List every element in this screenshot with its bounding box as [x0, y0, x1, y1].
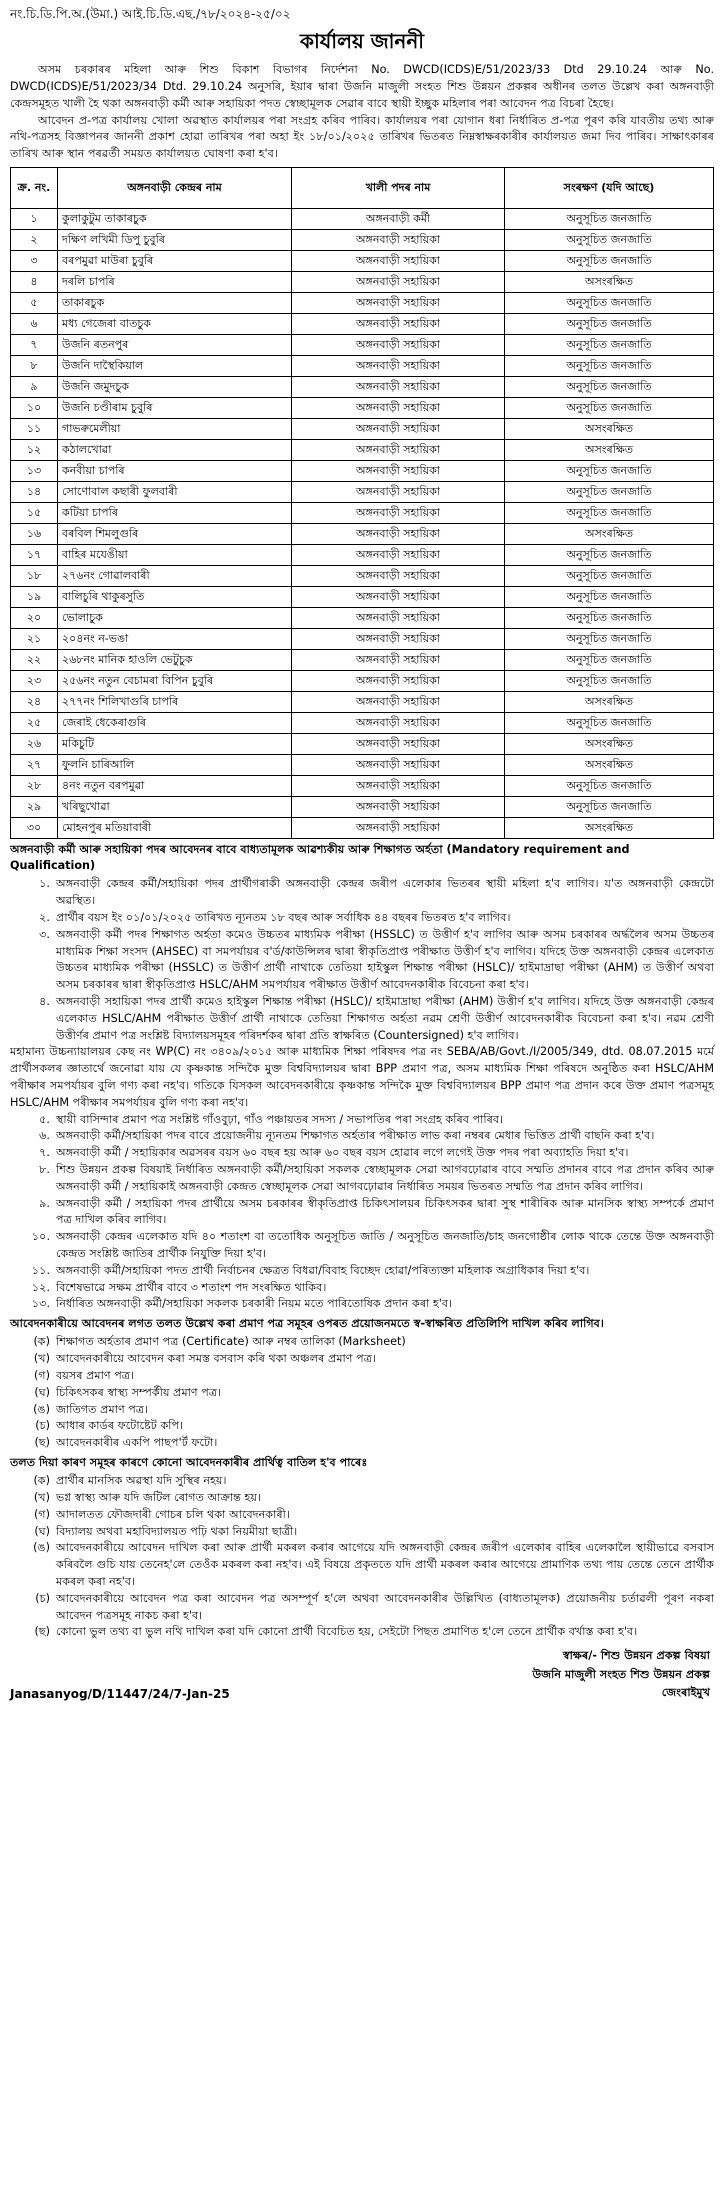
rejection-list — [10, 1473, 714, 1641]
post-name-cell: অঙ্গনবাড়ী সহায়িকা — [292, 691, 505, 712]
centre-name-cell: ২৭৭নং শিলিখাগুৰি চাপৰি — [58, 691, 292, 712]
document-item-number: (ছ) — [34, 1436, 50, 1450]
table-row — [11, 628, 714, 649]
rejection-item — [10, 1507, 714, 1524]
serial-cell: ৬ — [11, 313, 58, 334]
rejection-item — [10, 1490, 714, 1507]
post-name-cell: অঙ্গনবাড়ী সহায়িকা — [292, 460, 505, 481]
rejection-item — [10, 1540, 714, 1590]
reservation-cell: অনুসূচিত জনজাতি — [505, 670, 714, 691]
serial-cell: ২৯ — [11, 796, 58, 817]
table-row — [11, 775, 714, 796]
serial-cell: ১৪ — [11, 481, 58, 502]
documents-title: আবেদনকাৰীয়ে আবেদনৰ লগত তলত উল্লেখ কৰা প্ৰমাণ পত্ৰ সমূহৰ ওপৰত প্ৰয়োজনমতে স্ব-স্বাক্ষৰিত প্ৰতিলিপি দাখিল কৰিব লাগিব। — [10, 1317, 604, 1331]
table-row — [11, 313, 714, 334]
table-row — [11, 334, 714, 355]
serial-cell: ৭ — [11, 334, 58, 355]
centre-name-cell: সোণোবাল কছাৰী ফুলবাৰী — [58, 481, 292, 502]
post-name-cell: অঙ্গনবাড়ী সহায়িকা — [292, 775, 505, 796]
serial-cell: ৫ — [11, 292, 58, 313]
document-item-number: (চ) — [35, 1419, 50, 1433]
reservation-cell: অনুসূচিত জনজাতি — [505, 607, 714, 628]
serial-cell: ৩ — [11, 250, 58, 271]
document-item-text: শিক্ষাগত অৰ্হতাৰ প্ৰমাণ পত্ৰ (Certificate) আৰু নম্বৰ তালিকা (Marksheet) — [56, 1335, 406, 1349]
reservation-cell: অসংৰক্ষিত — [505, 271, 714, 292]
qualification-item — [10, 1296, 714, 1313]
reservation-cell: অনুসূচিত জনজাতি — [505, 292, 714, 313]
qualification-item-text: অঙ্গনবাড়ী কেন্দ্ৰৰ কৰ্মী/সহায়িকা পদৰ প্ৰাৰ্থীগৰাকী অঙ্গনবাড়ী কেন্দ্ৰৰ জৰীপ এলেকাৰ ভিতৰৰ স্থায়ী মহিলা হ'ব লাগিব। য'ত অঙ্গনবাড়ী কেন্দ্ৰটো অৱস্থিত। — [56, 877, 714, 908]
documents-list — [10, 1334, 714, 1452]
table-row — [11, 754, 714, 775]
serial-cell: ২২ — [11, 649, 58, 670]
centre-name-cell: ৪নং নতুন বৰপমুৱা — [58, 775, 292, 796]
court-note: মহামান্য উচ্চন্যায়ালয়ৰ কেছ নং WP(C) নং ৩৪০৯/২০১৫ আৰু মাধ্যমিক শিক্ষা পৰিষদৰ পত্ৰ নং SEBA/AB/Govt./I/2005/349, dtd. 08.07.2015 মৰ্মে প্ৰাৰ্থীসকলৰ জ্ঞাতাৰ্থে জনোৱা যায় যে কৃষ্ণকান্ত সন্দিকৈ মুক্ত বিশ্ববিদ্যালয়ৰ দ্বাৰা BPP প্ৰমাণ পত্ৰ, অসম মাধ্যমিক শিক্ষা পৰিষদে অনুষ্ঠিত কৰা HSLC/AHM পৰীক্ষাৰ সমপৰ্যায়ৰ বুলি গণ্য কৰা নহ'ব। গতিকে যিসকল আবেদনকাৰীয়ে কৃষ্ণকান্ত সন্দিকৈ মুক্ত বিশ্ববিদ্যালয়ৰ BPP প্ৰমাণ পত্ৰ প্ৰদান কৰে উক্ত প্ৰমাণ পত্ৰসমূহ HSLC/AHM পৰীক্ষাৰ সমপৰ্যায়ৰ বুলি গণ্য কৰা নহ'ব। — [10, 1045, 714, 1109]
rejection-title: তলত দিয়া কাৰণ সমূহৰ কাৰণে কোনো আবেদনকাৰীৰ প্ৰাৰ্থিত্ব বাতিল হ'ব পাৰেঃ — [10, 1455, 368, 1469]
table-row — [11, 670, 714, 691]
rejection-item-text: আদালতত ফৌজদাৰী গোচৰ চলি থকা আবেদনকাৰী। — [56, 1507, 290, 1521]
qualification-item — [10, 927, 714, 994]
serial-cell: ২১ — [11, 628, 58, 649]
reservation-cell: অনুসূচিত জনজাতি — [505, 544, 714, 565]
reservation-cell: অনুসূচিত জনজাতি — [505, 649, 714, 670]
rejection-item — [10, 1591, 714, 1625]
centre-name-cell: গাভৰুমেলীয়া — [58, 418, 292, 439]
qualification-item-number: ১০. — [31, 1230, 50, 1244]
qualification-item-number: ১. — [39, 877, 50, 891]
qualification-item-number: ১৩. — [31, 1297, 50, 1311]
centre-name-cell: উজনি দাস্থৈকিয়াল — [58, 355, 292, 376]
post-name-cell: অঙ্গনবাড়ী সহায়িকা — [292, 670, 505, 691]
serial-cell: ৩০ — [11, 817, 58, 838]
qualification-item-text: অঙ্গনবাড়ী সহায়িকা পদৰ প্ৰাৰ্থী কমেও হাইস্কুল শিক্ষান্ত পৰীক্ষা (HSLC)/ হাইমাদ্ৰাছা পৰীক্ষা (AHM) উত্তীৰ্ণ হ'ব লাগিব। যদিহে উক্ত অঙ্গনবাড়ী কেন্দ্ৰৰ এলেকাত HSLC/AHM পৰীক্ষাত উত্তীৰ্ণ প্ৰাৰ্থী নাথাকে তেতিয়া শিক্ষাগত অৰ্হতা নৱম শ্ৰেণী উত্তীৰ্ণ আবেদনকাৰীক বিবেচনা কৰা হ'ব। নৱম শ্ৰেণী উত্তীৰ্ণৰ প্ৰমাণ পত্ৰ সংশ্লিষ্ট বিদ্যালয়সমূহৰ পৰিদৰ্শকৰ দ্বাৰা প্ৰতি স্বাক্ষৰিত (Countersigned) হ'ব লাগিব। — [56, 995, 714, 1042]
centre-name-cell: দৰলি চাপৰি — [58, 271, 292, 292]
table-row — [11, 481, 714, 502]
table-row — [11, 376, 714, 397]
table-row — [11, 607, 714, 628]
reservation-cell: অনুসূচিত জনজাতি — [505, 334, 714, 355]
post-name-cell: অঙ্গনবাড়ী সহায়িকা — [292, 313, 505, 334]
post-name-cell: অঙ্গনবাড়ী সহায়িকা — [292, 586, 505, 607]
qualification-item-text: নিৰ্ধাৰিত অঙ্গনবাড়ী কৰ্মী/সহায়িকা সকলক চৰকাৰী নিয়ম মতে পাৰিতোষিক প্ৰদান কৰা হ'ব। — [56, 1297, 453, 1311]
rejection-item-number: (ছ) — [34, 1625, 50, 1639]
rejection-item-text: ভগ্ন স্বাস্থ্য আৰু যদি জটিল ৰোগত আক্ৰান্ত হয়। — [56, 1491, 261, 1504]
signature-line-1: স্বাক্ষৰ/- শিশু উন্নয়ন প্ৰকল্প বিষয়া — [562, 1649, 710, 1663]
post-name-cell: অঙ্গনবাড়ী সহায়িকা — [292, 271, 505, 292]
centre-name-cell: উজনি জমুদচুক — [58, 376, 292, 397]
post-name-cell: অঙ্গনবাড়ী সহায়িকা — [292, 712, 505, 733]
document-item-text: আবেদনকাৰীয়ে আবেদন কৰা সমস্ত বসবাস কৰি থকা অঞ্চলৰ প্ৰমাণ পত্ৰ। — [56, 1352, 376, 1366]
post-name-cell: অঙ্গনবাড়ী সহায়িকা — [292, 292, 505, 313]
centre-name-cell: তাকাৰচুক — [58, 292, 292, 313]
qualification-item-text: শিশু উন্নয়ন প্ৰকল্প বিষয়াই নিৰ্ধাৰিত অঙ্গনবাড়ী কৰ্মী/সহায়িকা সকলক স্বেচ্ছামূলক সেৱা আগবঢ়োৱাৰ বাবে সম্মতি প্ৰদানৰ বাবে পত্ৰ প্ৰদান কৰিব আৰু অঙ্গনবাড়ী কৰ্মী / সহায়িকাই অঙ্গনবাড়ী কেন্দ্ৰত স্বেচ্ছামূলক সেৱা আগবঢ়োৱাৰ নিৰ্ধাৰিত সময়ৰ ভিতৰত সম্মতি পত্ৰ প্ৰদান কৰিব লাগিব। — [56, 1162, 714, 1193]
reservation-cell: অনুসূচিত জনজাতি — [505, 229, 714, 250]
rejection-item — [10, 1473, 714, 1490]
reservation-cell: অনুসূচিত জনজাতি — [505, 586, 714, 607]
qualification-item-text: অঙ্গনবাড়ী কেন্দ্ৰৰ এলেকাত যদি ৪০ শতাংশ বা ততোধিক অনুসূচিত জাতি / অনুসূচিত জনজাতি/চাহ জনগোষ্ঠীৰ লোক থাকে তেন্তে উক্ত অঙ্গনবাড়ী কেন্দ্ৰত সংশ্লিষ্ট জাতিৰ প্ৰাৰ্থীক নিযুক্তি দিয়া হ'ব। — [56, 1230, 714, 1260]
document-item — [10, 1368, 714, 1385]
qualification-item — [10, 1280, 714, 1297]
rejection-item-number: (গ) — [33, 1507, 50, 1521]
table-row — [11, 712, 714, 733]
table-row — [11, 250, 714, 271]
table-row — [11, 355, 714, 376]
reservation-cell: অনুসূচিত জনজাতি — [505, 502, 714, 523]
reservation-cell: অনুসূচিত জনজাতি — [505, 565, 714, 586]
centre-name-cell: বৰবিল শিমলুগুৰি — [58, 523, 292, 544]
serial-cell: ১৫ — [11, 502, 58, 523]
centre-name-cell: বৰপমুৱা মাউৰা চুবুৰি — [58, 250, 292, 271]
table-row — [11, 460, 714, 481]
rejection-item-text: প্ৰাৰ্থীৰ মানসিক অৱস্থা যদি সুস্থিৰ নহয়। — [56, 1474, 227, 1488]
document-item-text: আধাৰ কাৰ্ডৰ ফটোষ্টেট কপি। — [56, 1419, 184, 1433]
document-item-number: (ঙ) — [33, 1402, 50, 1416]
centre-name-cell: মধ্য গেজেৰা বাতচুক — [58, 313, 292, 334]
post-name-cell: অঙ্গনবাড়ী সহায়িকা — [292, 439, 505, 460]
document-item-text: বয়সৰ প্ৰমাণ পত্ৰ। — [56, 1368, 135, 1382]
signature-block — [532, 1647, 714, 1702]
qualification-list-a — [10, 876, 714, 1044]
reservation-cell: অনুসূচিত জনজাতি — [505, 628, 714, 649]
signature-line-2: উজনি মাজুলী সংহত শিশু উন্নয়ন প্ৰকল্প — [532, 1667, 710, 1681]
post-name-cell: অঙ্গনবাড়ী সহায়িকা — [292, 229, 505, 250]
serial-cell: ২৮ — [11, 775, 58, 796]
reservation-cell: অনুসূচিত জনজাতি — [505, 796, 714, 817]
table-row — [11, 229, 714, 250]
document-item — [10, 1435, 714, 1452]
reservation-cell: অসংৰক্ষিত — [505, 523, 714, 544]
header-reservation: সংৰক্ষণ (যদি আছে) — [505, 167, 714, 208]
rejection-item-text: আবেদনকাৰীয়ে আবেদন দাখিল কৰা আৰু প্ৰাৰ্থী মকৰল কৰাৰ আগেয়ে যদি অঙ্গনবাড়ী কেন্দ্ৰৰ জৰীপ এলেকাৰ বাহিৰ এলেকালৈ স্থায়ীভাৱে বসবাস কৰিবলৈ গুচি যায় তেনেহ'লে তেওঁক মকৰল কৰা নহ'ব। এই বিষয়ে প্ৰকৃততে যদি প্ৰাৰ্থী মকৰল কৰাৰ আগেয়ে প্ৰামাণিক তথ্য পায় তেন্তে তেনে প্ৰাৰ্থীক মকৰল কৰা নহ'ব। — [56, 1541, 714, 1588]
table-row — [11, 565, 714, 586]
table-row — [11, 544, 714, 565]
centre-name-cell: ২৭৬নং গোৱালবাৰী — [58, 565, 292, 586]
reservation-cell: অসংৰক্ষিত — [505, 418, 714, 439]
document-item-text: আবেদনকাৰীৰ একপি পাছপ'ৰ্ট ফটো। — [56, 1436, 218, 1450]
post-name-cell: অঙ্গনবাড়ী কৰ্মী — [292, 208, 505, 229]
qualification-item — [10, 994, 714, 1044]
vacancy-table — [10, 167, 714, 839]
header-post-name: খালী পদৰ নাম — [292, 167, 505, 208]
reservation-cell: অনুসূচিত জনজাতি — [505, 355, 714, 376]
rejection-item-number: (খ) — [33, 1491, 50, 1504]
serial-cell: ২০ — [11, 607, 58, 628]
post-name-cell: অঙ্গনবাড়ী সহায়িকা — [292, 418, 505, 439]
table-row — [11, 397, 714, 418]
qualification-item-text: প্ৰাৰ্থীৰ বয়স ইং ০১/০১/২০২৫ তাৰিখত ন্যূনতম ১৮ বছৰ আৰু সৰ্বাধিক ৪৪ বছৰৰ ভিতৰত হ'ব লাগিব। — [56, 911, 511, 925]
header-serial: ক্ৰ. নং. — [11, 167, 58, 208]
centre-name-cell: জেৰাই ধেকেৰাগুৰি — [58, 712, 292, 733]
qualification-item-text: অঙ্গনবাড়ী কৰ্মী/সহায়িকা পদত প্ৰাৰ্থী নিৰ্বাচনৰ ক্ষেত্ৰত বিধৱা/বিবাহ বিচ্ছেদ হোৱা/পৰিত্যক্তা মহিলাক অগ্ৰাধিকাৰ দিয়া হ'ব। — [56, 1263, 590, 1277]
reservation-cell: অনুসূচিত জনজাতি — [505, 712, 714, 733]
serial-cell: ৪ — [11, 271, 58, 292]
table-row — [11, 208, 714, 229]
qualification-item — [10, 1196, 714, 1230]
centre-name-cell: ২৬৮নং মানিক হাওলি ভেটুচুক — [58, 649, 292, 670]
signature-line-3: জেংৰাইমুখ — [661, 1686, 710, 1700]
post-name-cell: অঙ্গনবাড়ী সহায়িকা — [292, 607, 505, 628]
qualification-item — [10, 1263, 714, 1280]
qualification-item-text: অঙ্গনবাড়ী কৰ্মী / সহায়িকা পদৰ প্ৰাৰ্থীয়ে অসম চৰকাৰৰ স্বীকৃতিপ্ৰাপ্ত চিকিৎসালয়ৰ চিকিৎসকৰ দ্বাৰা সুস্থ শাৰীৰিক আৰু মানসিক স্বাস্থ্য সম্পৰ্কে প্ৰমাণ পত্ৰ দাখিল কৰিব লাগিব। — [56, 1196, 714, 1227]
serial-cell: ১৬ — [11, 523, 58, 544]
table-row — [11, 733, 714, 754]
document-item-text: চিকিৎসকৰ স্বাস্থ্য সম্পৰ্কীয় প্ৰমাণ পত্ৰ। — [56, 1385, 222, 1399]
rejection-item — [10, 1624, 714, 1641]
intro-paragraph-2: আবেদন প্ৰ-পত্ৰ কাৰ্যালয় খোলা অৱস্থাত কাৰ্যালয়ৰ পৰা সংগ্ৰহ কৰিব পাৰিব। কাৰ্যালয়ৰ পৰা যোগান ধৰা নিৰ্ধাৰিত প্ৰ-পত্ৰ পূৰণ কৰি যাবতীয় তথ্য আৰু নথি-পত্ৰসহ বিজ্ঞাপনৰ জাননী প্ৰকাশ হোৱা তাৰিখৰ পৰা অহা ইং ১৮/০১/২০২৫ তাৰিখৰ ভিতৰত নিম্নস্বাক্ষৰকাৰীৰ কাৰ্যালয়ত জমা দিব পাৰিব। সাক্ষাৎকাৰৰ তাৰিখ আৰু স্থান পৰৱৰ্তী সময়ত কাৰ্যালয়ত ঘোষণা কৰা হ'ব। — [10, 113, 714, 161]
qualification-item — [10, 1145, 714, 1162]
rejection-item-number: (ক) — [33, 1474, 50, 1488]
qualification-item — [10, 1162, 714, 1196]
post-name-cell: অঙ্গনবাড়ী সহায়িকা — [292, 481, 505, 502]
reservation-cell: অসংৰক্ষিত — [505, 754, 714, 775]
centre-name-cell: মকিচুটি — [58, 733, 292, 754]
table-row — [11, 796, 714, 817]
rejection-item-text: কোনো ভুল তথ্য বা ভুল নথি দাখিল কৰা যদি কোনো প্ৰাৰ্থী বিবেচিত হয়, সেইটো পিছত প্ৰমাণিত হ'লে তেনে প্ৰাৰ্থীক বৰ্খাস্ত কৰা হ'ব। — [56, 1625, 638, 1639]
table-row — [11, 523, 714, 544]
qualification-item-number: ৬. — [39, 1129, 50, 1143]
post-name-cell: অঙ্গনবাড়ী সহায়িকা — [292, 649, 505, 670]
qualification-item-number: ৫. — [39, 1112, 50, 1126]
centre-name-cell: খৰিছুখোৱা — [58, 796, 292, 817]
qualification-item — [10, 1128, 714, 1145]
janasanyog-code: Janasanyog/D/11447/24/7-Jan-25 — [10, 1686, 230, 1701]
centre-name-cell: উজনি চণ্ডীৰাম চুবুৰি — [58, 397, 292, 418]
rejection-item-text: বিদ্যালয় অথবা মহাবিদ্যালয়ত পঢ়ি থকা নিয়মীয়া ছাত্ৰী। — [56, 1524, 298, 1538]
document-item — [10, 1385, 714, 1402]
footer — [10, 1641, 714, 1702]
document-item-number: (ক) — [33, 1335, 50, 1349]
intro-section — [10, 62, 714, 163]
post-name-cell: অঙ্গনবাড়ী সহায়িকা — [292, 523, 505, 544]
document-item-number: (গ) — [33, 1368, 50, 1382]
table-row — [11, 817, 714, 838]
qualification-item-text: অঙ্গনবাড়ী কৰ্মী / সহায়িকাৰ অৱসৰৰ বয়স ৬০ বছৰ হয় আৰু ৬০ বছৰ বয়স হোৱাৰ লগে লগেই উক্ত পদৰ পৰা অব্যাহতি দিয়া হ'ব। — [56, 1146, 629, 1160]
vacancy-table-body — [11, 208, 714, 838]
qualification-title: অঙ্গনবাড়ী কৰ্মী আৰু সহায়িকা পদৰ আবেদনৰ বাবে বাধ্যতামূলক আৱশ্যকীয় আৰু শিক্ষাগত অৰ্হতা (Mandatory requirement and Qualification) — [10, 842, 630, 873]
qualification-item-number: ১১. — [31, 1263, 50, 1277]
post-name-cell: অঙ্গনবাড়ী সহায়িকা — [292, 397, 505, 418]
post-name-cell: অঙ্গনবাড়ী সহায়িকা — [292, 754, 505, 775]
centre-name-cell: কুলাকুটুম তাকাৰচুক — [58, 208, 292, 229]
qualification-item — [10, 1112, 714, 1129]
serial-cell: ২৫ — [11, 712, 58, 733]
post-name-cell: অঙ্গনবাড়ী সহায়িকা — [292, 355, 505, 376]
reservation-cell: অসংৰক্ষিত — [505, 691, 714, 712]
qualification-item — [10, 1229, 714, 1263]
centre-name-cell: কটিয়া চাপৰি — [58, 502, 292, 523]
serial-cell: ১১ — [11, 418, 58, 439]
serial-cell: ২৬ — [11, 733, 58, 754]
serial-cell: ২৩ — [11, 670, 58, 691]
reservation-cell: অনুসূচিত জনজাতি — [505, 460, 714, 481]
document-item-number: (ঘ) — [34, 1385, 50, 1399]
reservation-cell: অসংৰক্ষিত — [505, 733, 714, 754]
rejection-item-number: (ঘ) — [34, 1524, 50, 1538]
centre-name-cell: দক্ষিণ লখিমী ডিপু চুবুৰি — [58, 229, 292, 250]
table-row — [11, 691, 714, 712]
document-item-text: জাতিগত প্ৰমাণ পত্ৰ। — [56, 1402, 149, 1416]
table-row — [11, 271, 714, 292]
table-row — [11, 649, 714, 670]
post-name-cell: অঙ্গনবাড়ী সহায়িকা — [292, 796, 505, 817]
serial-cell: ২৭ — [11, 754, 58, 775]
post-name-cell: অঙ্গনবাড়ী সহায়িকা — [292, 733, 505, 754]
vacancy-table-header — [11, 167, 714, 208]
intro-paragraph-1: অসম চৰকাৰৰ মহিলা আৰু শিশু বিকাশ বিভাগৰ নিৰ্দেশনা No. DWCD(ICDS)E/51/2023/33 Dtd 29.10.24 আৰু No. DWCD(ICDS)E/51/2023/34 Dtd. 29.10.24 অনুসৰি, ইয়াৰ দ্বাৰা উজনি মাজুলী সংহত শিশু উন্নয়ন প্ৰকল্পৰ অধীনৰ তলত উল্লেখ কৰা অঙ্গনবাড়ী কেন্দ্ৰসমূহত খালী হৈ থকা অঙ্গনবাড়ী কৰ্মী আৰু সহায়িকা পদত স্বেচ্ছামূলক সেৱাৰ বাবে স্থায়ী ইচ্ছুক মহিলাৰ পৰা আবেদন পত্ৰ বিচৰা হৈছে। — [10, 63, 714, 110]
serial-cell: ৮ — [11, 355, 58, 376]
post-name-cell: অঙ্গনবাড়ী সহায়িকা — [292, 565, 505, 586]
reservation-cell: অনুসূচিত জনজাতি — [505, 313, 714, 334]
reservation-cell: অনুসূচিত জনজাতি — [505, 775, 714, 796]
serial-cell: ২৪ — [11, 691, 58, 712]
qualification-item-number: ২. — [39, 911, 50, 925]
qualification-item-number: ১২. — [31, 1280, 50, 1294]
document-item — [10, 1351, 714, 1368]
reservation-cell: অনুসূচিত জনজাতি — [505, 481, 714, 502]
header-centre-name: অঙ্গনবাড়ী কেন্দ্ৰৰ নাম — [58, 167, 292, 208]
reference-number: নং.চি.ডি.পি.অ.(উমা.) আই.চি.ডি.এছ./৭৮/২০২৪-২৫/০২ — [10, 7, 291, 21]
reservation-cell: অসংৰক্ষিত — [505, 439, 714, 460]
centre-name-cell: বাহিৰ মযেঙীয়া — [58, 544, 292, 565]
qualification-item-text: বিশেষভাৱে সক্ষম প্ৰাৰ্থীৰ বাবে ৩ শতাংশ পদ সংৰক্ষিত থাকিব। — [56, 1280, 327, 1294]
document-item-number: (খ) — [33, 1352, 50, 1366]
qualification-item-number: ৩. — [39, 927, 50, 941]
qualification-item — [10, 876, 714, 910]
serial-cell: ৯ — [11, 376, 58, 397]
reservation-cell: অনুসূচিত জনজাতি — [505, 250, 714, 271]
post-name-cell: অঙ্গনবাড়ী সহায়িকা — [292, 817, 505, 838]
document-item — [10, 1402, 714, 1419]
table-row — [11, 418, 714, 439]
rejection-item-number: (ঙ) — [33, 1541, 50, 1555]
table-row — [11, 586, 714, 607]
reservation-cell: অসংৰক্ষিত — [505, 817, 714, 838]
serial-cell: ১৩ — [11, 460, 58, 481]
serial-cell: ২ — [11, 229, 58, 250]
rejection-item-number: (চ) — [35, 1591, 50, 1605]
post-name-cell: অঙ্গনবাড়ী সহায়িকা — [292, 628, 505, 649]
serial-cell: ১ — [11, 208, 58, 229]
qualification-item-number: ৮. — [39, 1162, 50, 1176]
post-name-cell: অঙ্গনবাড়ী সহায়িকা — [292, 376, 505, 397]
qualification-item-number: ৭. — [39, 1146, 50, 1160]
qualification-item-text: অঙ্গনবাড়ী কৰ্মী পদৰ শিক্ষাগত অৰ্হতা কমেও উচ্চতৰ মাধ্যমিক পৰীক্ষা (HSSLC) ত উত্তীৰ্ণ হ'ব লাগিব আৰু অসম চৰকাৰৰ অৰ্দ্ধলৈৰ অসম উচ্চতৰ মাধ্যমিক শিক্ষা সংসদ (AHSEC) বা সমপৰ্যায়ৰ ব'ৰ্ড/কাউন্সিলৰ দ্বাৰা স্বীকৃতিপ্ৰাপ্ত পৰীক্ষাত উত্তীৰ্ণ হ'ব লাগিব। যদিহে উক্ত অঙ্গনবাড়ী কেন্দ্ৰৰ এলেকাত উচ্চতৰ মাধ্যমিক পৰীক্ষা (HSSLC) ত উত্তীৰ্ণ প্ৰাৰ্থী নাথাকে তেতিয়া হাইস্কুল শিক্ষান্ত পৰীক্ষা (HSLC)/ হাইমাদ্ৰাছা পৰীক্ষা (AHM) ত উত্তীৰ্ণ অথবা অসম চৰকাৰৰ দ্বাৰা স্বীকৃতিপ্ৰাপ্ত HSLC/AHM সমপৰ্যায়ৰ পৰীক্ষাত উত্তীৰ্ণ আবেদনকাৰীক বিবেচনা কৰা হ'ব। — [56, 927, 714, 992]
serial-cell: ১৮ — [11, 565, 58, 586]
document-item — [10, 1334, 714, 1351]
post-name-cell: অঙ্গনবাড়ী সহায়িকা — [292, 334, 505, 355]
centre-name-cell: ২৫৬নং নতুন বেচামৰা বিপিন চুবুৰি — [58, 670, 292, 691]
qualification-item-text: স্থায়ী বাসিন্দাৰ প্ৰমাণ পত্ৰ সংশ্লিষ্ট গাঁওবুঢ়া, গাঁও পঞ্চায়তৰ সদস্য / সভাপতিৰ পৰা সংগ্ৰহ কৰিব পাৰিব। — [56, 1112, 504, 1126]
centre-name-cell: বালিচুৰি থাকুৰসুতি — [58, 586, 292, 607]
table-row — [11, 292, 714, 313]
reservation-cell: অনুসূচিত জনজাতি — [505, 376, 714, 397]
serial-cell: ১৭ — [11, 544, 58, 565]
qualification-item-text: অঙ্গনবাড়ী কৰ্মী/সহায়িকা পদৰ বাবে প্ৰয়োজনীয় ন্যূনতম শিক্ষাগত অৰ্হতাৰ পৰীক্ষাত লাভ কৰা নম্বৰৰ মেধাৰ ভিত্তিত প্ৰাৰ্থী বাছনি কৰা হ'ব। — [56, 1129, 655, 1143]
centre-name-cell: মোহনপুৰ মতিয়াবাৰী — [58, 817, 292, 838]
document-item — [10, 1418, 714, 1435]
notice-title: কাৰ্যালয় জাননী — [299, 29, 425, 54]
reservation-cell: অনুসূচিত জনজাতি — [505, 397, 714, 418]
qualification-item-number: ৪. — [39, 995, 50, 1009]
serial-cell: ১২ — [11, 439, 58, 460]
reservation-cell: অনুসূচিত জনজাতি — [505, 208, 714, 229]
centre-name-cell: ২০৪নং ন-ভঙা — [58, 628, 292, 649]
qualification-item — [10, 910, 714, 927]
centre-name-cell: কনবীয়া চাপৰি — [58, 460, 292, 481]
centre-name-cell: উজনি ৰতনপুৰ — [58, 334, 292, 355]
centre-name-cell: কঠালখোৱা — [58, 439, 292, 460]
rejection-item-text: আবেদনকাৰীয়ে আবেদন পত্ৰ কৰা আবেদন পত্ৰ অসম্পূৰ্ণ হ'লে অথবা আবেদনকাৰীৰ উল্লিখিত (বাধ্যতামূলক) প্ৰয়োজনীয় চৰ্তাৱলী পূৰণ নকৰা আবেদন পত্ৰসমূহ নাকচ কৰা হ'ব। — [56, 1591, 714, 1622]
serial-cell: ১০ — [11, 397, 58, 418]
serial-cell: ১৯ — [11, 586, 58, 607]
rejection-item — [10, 1524, 714, 1541]
post-name-cell: অঙ্গনবাড়ী সহায়িকা — [292, 250, 505, 271]
qualification-item-number: ৯. — [39, 1196, 50, 1210]
post-name-cell: অঙ্গনবাড়ী সহায়িকা — [292, 502, 505, 523]
centre-name-cell: ভোলাচুক — [58, 607, 292, 628]
qualification-list-b — [10, 1112, 714, 1314]
table-row — [11, 439, 714, 460]
table-row — [11, 502, 714, 523]
post-name-cell: অঙ্গনবাড়ী সহায়িকা — [292, 544, 505, 565]
centre-name-cell: ফুলনি চাৰিআলি — [58, 754, 292, 775]
